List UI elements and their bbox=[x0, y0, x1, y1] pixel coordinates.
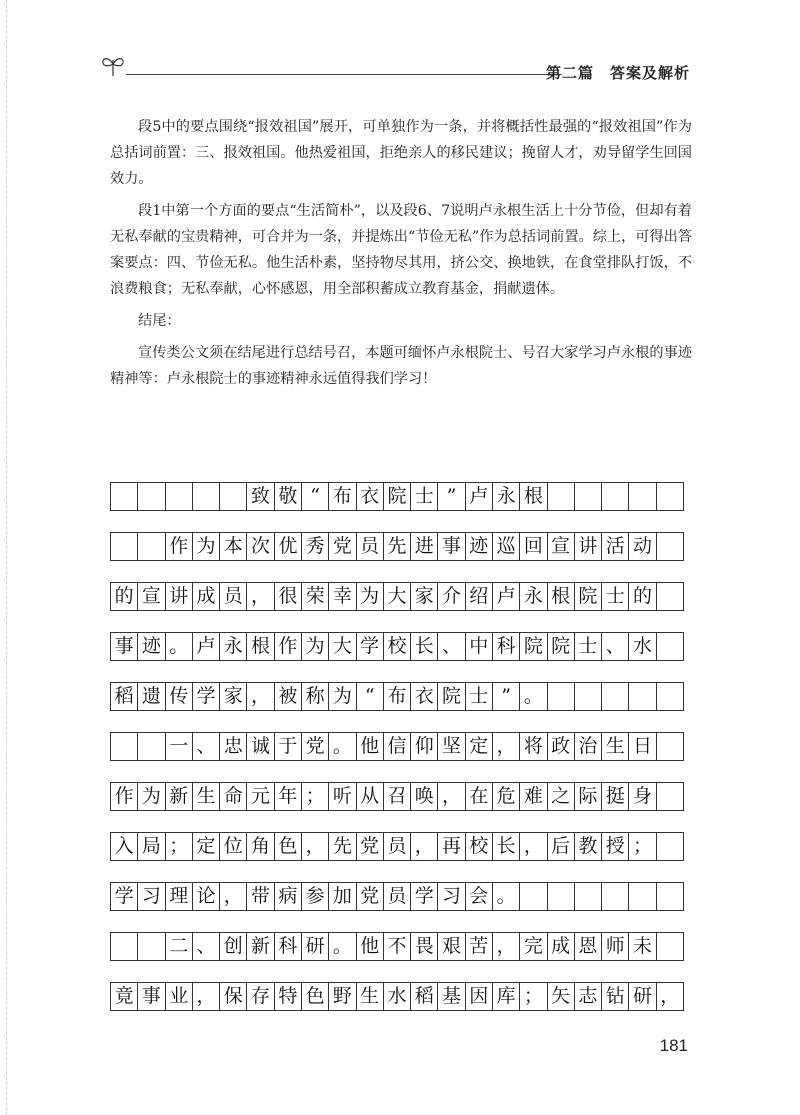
grid-cell: 党 bbox=[329, 533, 356, 560]
grid-row bbox=[110, 632, 684, 661]
grid-cell bbox=[138, 933, 165, 960]
grid-cell: 坚 bbox=[438, 733, 465, 760]
grid-cell: 钻 bbox=[602, 983, 629, 1010]
grid-cell: ， bbox=[411, 833, 438, 860]
grid-cell: 一 bbox=[166, 733, 193, 760]
grid-cell: 为 bbox=[193, 533, 220, 560]
grid-cell: 忠 bbox=[220, 733, 247, 760]
grid-cell: 士 bbox=[602, 583, 629, 610]
grid-cell bbox=[629, 683, 656, 710]
grid-cell: 院 bbox=[520, 633, 547, 660]
grid-cell bbox=[657, 683, 684, 710]
grid-cell: 元 bbox=[247, 783, 274, 810]
grid-cell: 根 bbox=[548, 583, 575, 610]
grid-cell: 加 bbox=[329, 883, 356, 910]
grid-cell: 际 bbox=[575, 783, 602, 810]
grid-cell: 教 bbox=[575, 833, 602, 860]
grid-cell: ， bbox=[520, 833, 547, 860]
grid-cell: 诚 bbox=[247, 733, 274, 760]
grid-row bbox=[110, 582, 684, 611]
grid-cell: 存 bbox=[247, 983, 274, 1010]
grid-cell: 大 bbox=[329, 633, 356, 660]
grid-cell: 年 bbox=[275, 783, 302, 810]
grid-cell: 他 bbox=[357, 933, 384, 960]
grid-cell: 位 bbox=[220, 833, 247, 860]
grid-cell: 士 bbox=[411, 483, 438, 510]
grid-cell: 布 bbox=[384, 683, 411, 710]
grid-cell: ， bbox=[193, 983, 220, 1010]
grid-cell: 动 bbox=[629, 533, 656, 560]
grid-cell bbox=[629, 483, 656, 510]
grid-cell bbox=[111, 733, 138, 760]
grid-cell: 授 bbox=[602, 833, 629, 860]
paragraph: 段5中的要点围绕“报效祖国”展开，可单独作为一条，并将概括性最强的“报效祖国”作为总括词前置：三、报效祖国。他热爱祖国，拒绝亲人的移民建议；挽留人才，劝导留学生回国效力。 bbox=[110, 119, 692, 187]
grid-cell: 局 bbox=[138, 833, 165, 860]
grid-cell: 定 bbox=[193, 833, 220, 860]
grid-cell bbox=[602, 883, 629, 910]
grid-cell: 难 bbox=[520, 783, 547, 810]
grid-cell: 作 bbox=[166, 533, 193, 560]
grid-cell: 活 bbox=[602, 533, 629, 560]
grid-cell: 永 bbox=[220, 633, 247, 660]
grid-row bbox=[110, 682, 684, 711]
grid-cell: 信 bbox=[384, 733, 411, 760]
grid-row bbox=[110, 532, 684, 561]
grid-cell: ” bbox=[438, 483, 465, 510]
grid-cell: 传 bbox=[166, 683, 193, 710]
grid-cell: 讲 bbox=[575, 533, 602, 560]
grid-cell: 校 bbox=[466, 833, 493, 860]
grid-cell: 宣 bbox=[138, 583, 165, 610]
grid-cell: 幸 bbox=[329, 583, 356, 610]
grid-cell: ， bbox=[247, 583, 274, 610]
grid-cell: 师 bbox=[602, 933, 629, 960]
grid-cell: 日 bbox=[629, 733, 656, 760]
grid-cell: 院 bbox=[384, 483, 411, 510]
grid-cell: 称 bbox=[302, 683, 329, 710]
grid-cell: 科 bbox=[493, 633, 520, 660]
grid-cell: 艰 bbox=[438, 933, 465, 960]
grid-cell bbox=[657, 933, 684, 960]
grid-cell bbox=[657, 733, 684, 760]
page-header bbox=[100, 52, 690, 86]
grid-cell: 为 bbox=[329, 683, 356, 710]
grid-cell bbox=[657, 583, 684, 610]
grid-cell bbox=[629, 883, 656, 910]
grid-cell: 员 bbox=[384, 833, 411, 860]
grid-cell: 野 bbox=[329, 983, 356, 1010]
grid-cell: 学 bbox=[193, 683, 220, 710]
grid-cell: 根 bbox=[247, 633, 274, 660]
grid-cell: 次 bbox=[247, 533, 274, 560]
grid-cell bbox=[657, 783, 684, 810]
grid-cell: 事 bbox=[438, 533, 465, 560]
grid-cell: 完 bbox=[520, 933, 547, 960]
grid-cell: 稻 bbox=[111, 683, 138, 710]
grid-cell: 唤 bbox=[411, 783, 438, 810]
section-title: 第二篇 答案及解析 bbox=[545, 64, 690, 82]
grid-cell bbox=[111, 933, 138, 960]
grid-cell: 院 bbox=[438, 683, 465, 710]
grid-cell: 听 bbox=[329, 783, 356, 810]
grid-cell bbox=[602, 483, 629, 510]
grid-cell: “ bbox=[302, 483, 329, 510]
grid-cell: 、 bbox=[193, 933, 220, 960]
grid-cell: 参 bbox=[302, 883, 329, 910]
paragraph: 段1中第一个方面的要点“生活简朴”，以及段6、7说明卢永根生活上十分节俭，但却有着无私奉献的宝贵精神，可合并为一条，并提炼出“节俭无私”作为总括词前置。综上，可得出答案要点：四、节俭无私。他生活朴素，坚持物尽其用，挤公交、换地铁，在食堂排队打饭，不浪费粮食；无私奉献，心怀感恩，用全部积蓄成立教育基金，捐献遗体。 bbox=[110, 203, 693, 297]
grid-cell bbox=[138, 483, 165, 510]
grid-cell: ， bbox=[220, 883, 247, 910]
grid-cell: 衣 bbox=[357, 483, 384, 510]
grid-cell bbox=[657, 833, 684, 860]
grid-cell: 家 bbox=[411, 583, 438, 610]
grid-cell: 作 bbox=[275, 633, 302, 660]
grid-cell: 党 bbox=[302, 733, 329, 760]
grid-cell: 生 bbox=[357, 983, 384, 1010]
grid-cell: ， bbox=[302, 833, 329, 860]
grid-cell: 库 bbox=[493, 983, 520, 1010]
grid-cell: 成 bbox=[193, 583, 220, 610]
grid-cell: 稻 bbox=[411, 983, 438, 1010]
grid-cell bbox=[220, 483, 247, 510]
grid-cell: 党 bbox=[357, 833, 384, 860]
essay-grid bbox=[110, 482, 684, 1011]
grid-cell: ； bbox=[302, 783, 329, 810]
grid-cell: 荣 bbox=[302, 583, 329, 610]
grid-cell: 再 bbox=[438, 833, 465, 860]
grid-cell: 习 bbox=[138, 883, 165, 910]
grid-cell: 被 bbox=[275, 683, 302, 710]
grid-cell: 竟 bbox=[111, 983, 138, 1010]
grid-cell bbox=[657, 533, 684, 560]
grid-cell: 水 bbox=[384, 983, 411, 1010]
grid-cell: 院 bbox=[548, 633, 575, 660]
grid-cell: 不 bbox=[384, 933, 411, 960]
grid-cell: 敬 bbox=[275, 483, 302, 510]
grid-cell: 院 bbox=[575, 583, 602, 610]
grid-cell: 致 bbox=[247, 483, 274, 510]
grid-cell: 入 bbox=[111, 833, 138, 860]
grid-cell: 理 bbox=[166, 883, 193, 910]
grid-cell: 永 bbox=[493, 483, 520, 510]
grid-cell: ； bbox=[166, 833, 193, 860]
grid-cell bbox=[193, 483, 220, 510]
grid-cell: 生 bbox=[193, 783, 220, 810]
grid-cell: 迹 bbox=[138, 633, 165, 660]
grid-cell: 秀 bbox=[302, 533, 329, 560]
grid-cell bbox=[548, 483, 575, 510]
grid-cell: 卢 bbox=[493, 583, 520, 610]
paragraph: 宣传类公文须在结尾进行总结号召，本题可缅怀卢永根院士、号召大家学习卢永根的事迹精神等：卢永根院士的事迹精神永远值得我们学习！ bbox=[110, 345, 692, 387]
grid-cell: 水 bbox=[629, 633, 656, 660]
grid-cell: ” bbox=[493, 683, 520, 710]
grid-cell: 因 bbox=[466, 983, 493, 1010]
grid-cell bbox=[602, 683, 629, 710]
grid-cell: 业 bbox=[166, 983, 193, 1010]
grid-cell: 生 bbox=[602, 733, 629, 760]
grid-cell: 色 bbox=[275, 833, 302, 860]
grid-cell: 、 bbox=[602, 633, 629, 660]
grid-cell: 遗 bbox=[138, 683, 165, 710]
grid-cell: 事 bbox=[138, 983, 165, 1010]
grid-cell: 定 bbox=[466, 733, 493, 760]
grid-cell: 带 bbox=[247, 883, 274, 910]
grid-cell: 创 bbox=[220, 933, 247, 960]
grid-cell: 长 bbox=[493, 833, 520, 860]
grid-cell: 士 bbox=[575, 633, 602, 660]
grid-cell: 之 bbox=[548, 783, 575, 810]
grid-cell: “ bbox=[357, 683, 384, 710]
grid-cell: 、 bbox=[438, 633, 465, 660]
grid-cell: 、 bbox=[193, 733, 220, 760]
grid-cell: 论 bbox=[193, 883, 220, 910]
page-number: 181 bbox=[659, 1036, 688, 1055]
grid-cell: 研 bbox=[302, 933, 329, 960]
grid-cell: 。 bbox=[329, 933, 356, 960]
grid-cell: 为 bbox=[302, 633, 329, 660]
grid-cell: 巡 bbox=[493, 533, 520, 560]
grid-cell: 先 bbox=[384, 533, 411, 560]
grid-cell bbox=[138, 733, 165, 760]
grid-cell: ， bbox=[247, 683, 274, 710]
paragraph: 结尾： bbox=[138, 313, 181, 329]
grid-cell: 绍 bbox=[466, 583, 493, 610]
grid-cell: 身 bbox=[629, 783, 656, 810]
grid-cell: 新 bbox=[166, 783, 193, 810]
grid-row bbox=[110, 482, 684, 511]
grid-cell: 员 bbox=[357, 533, 384, 560]
answer-explanation bbox=[110, 114, 692, 398]
grid-cell: 。 bbox=[520, 683, 547, 710]
grid-cell: 长 bbox=[411, 633, 438, 660]
grid-cell: 大 bbox=[384, 583, 411, 610]
grid-cell: 习 bbox=[438, 883, 465, 910]
grid-cell: 家 bbox=[220, 683, 247, 710]
grid-cell: 角 bbox=[247, 833, 274, 860]
grid-cell bbox=[575, 683, 602, 710]
grid-cell: 将 bbox=[520, 733, 547, 760]
grid-row bbox=[110, 882, 684, 911]
grid-cell bbox=[520, 883, 547, 910]
grid-cell: 事 bbox=[111, 633, 138, 660]
grid-cell: 矢 bbox=[548, 983, 575, 1010]
grid-cell: 仰 bbox=[411, 733, 438, 760]
grid-cell bbox=[166, 483, 193, 510]
header-rule bbox=[126, 74, 562, 75]
grid-row bbox=[110, 832, 684, 861]
grid-cell: 病 bbox=[275, 883, 302, 910]
grid-cell: 中 bbox=[466, 633, 493, 660]
grid-cell: 二 bbox=[166, 933, 193, 960]
grid-cell: 新 bbox=[247, 933, 274, 960]
grid-cell: 学 bbox=[357, 633, 384, 660]
grid-cell: 成 bbox=[548, 933, 575, 960]
grid-cell: 召 bbox=[384, 783, 411, 810]
grid-cell: 讲 bbox=[166, 583, 193, 610]
grid-cell: 优 bbox=[275, 533, 302, 560]
grid-cell: 作 bbox=[111, 783, 138, 810]
grid-cell: 的 bbox=[629, 583, 656, 610]
grid-cell: ； bbox=[520, 983, 547, 1010]
leaf-icon bbox=[100, 54, 128, 78]
grid-cell: 。 bbox=[493, 883, 520, 910]
grid-cell: 回 bbox=[520, 533, 547, 560]
grid-cell: 研 bbox=[629, 983, 656, 1010]
grid-cell bbox=[548, 883, 575, 910]
grid-cell: 员 bbox=[384, 883, 411, 910]
grid-cell: 宣 bbox=[548, 533, 575, 560]
grid-cell bbox=[111, 483, 138, 510]
grid-cell: 。 bbox=[329, 733, 356, 760]
grid-cell: 士 bbox=[466, 683, 493, 710]
grid-cell bbox=[657, 633, 684, 660]
grid-cell: 员 bbox=[220, 583, 247, 610]
grid-cell: 卢 bbox=[466, 483, 493, 510]
grid-cell: 会 bbox=[466, 883, 493, 910]
grid-cell: 于 bbox=[275, 733, 302, 760]
grid-cell: 校 bbox=[384, 633, 411, 660]
grid-cell bbox=[138, 533, 165, 560]
grid-cell: 挺 bbox=[602, 783, 629, 810]
grid-row bbox=[110, 982, 684, 1011]
grid-cell: 危 bbox=[493, 783, 520, 810]
grid-cell: 治 bbox=[575, 733, 602, 760]
grid-cell: 介 bbox=[438, 583, 465, 610]
grid-cell: 苦 bbox=[466, 933, 493, 960]
grid-cell: 先 bbox=[329, 833, 356, 860]
grid-cell bbox=[111, 533, 138, 560]
grid-cell bbox=[548, 683, 575, 710]
grid-cell: 本 bbox=[220, 533, 247, 560]
grid-cell: 迹 bbox=[466, 533, 493, 560]
grid-cell: 。 bbox=[166, 633, 193, 660]
grid-cell: 志 bbox=[575, 983, 602, 1010]
grid-cell: 永 bbox=[520, 583, 547, 610]
grid-row bbox=[110, 932, 684, 961]
grid-cell bbox=[575, 883, 602, 910]
grid-cell: 恩 bbox=[575, 933, 602, 960]
grid-cell: ； bbox=[629, 833, 656, 860]
grid-cell: 色 bbox=[302, 983, 329, 1010]
grid-cell: 政 bbox=[548, 733, 575, 760]
grid-cell: ， bbox=[493, 933, 520, 960]
grid-cell: 特 bbox=[275, 983, 302, 1010]
grid-cell: 科 bbox=[275, 933, 302, 960]
grid-cell: 学 bbox=[411, 883, 438, 910]
grid-cell: 保 bbox=[220, 983, 247, 1010]
grid-cell: 畏 bbox=[411, 933, 438, 960]
grid-cell: 的 bbox=[111, 583, 138, 610]
grid-cell bbox=[657, 883, 684, 910]
grid-cell: ， bbox=[438, 783, 465, 810]
grid-cell: 进 bbox=[411, 533, 438, 560]
grid-cell: 卢 bbox=[193, 633, 220, 660]
grid-row bbox=[110, 732, 684, 761]
grid-cell: 未 bbox=[629, 933, 656, 960]
grid-cell: ， bbox=[657, 983, 684, 1010]
grid-cell: 他 bbox=[357, 733, 384, 760]
binding-margin-line bbox=[6, 0, 7, 1115]
grid-cell: 为 bbox=[357, 583, 384, 610]
grid-cell: 学 bbox=[111, 883, 138, 910]
grid-row bbox=[110, 782, 684, 811]
grid-cell: 在 bbox=[466, 783, 493, 810]
grid-cell: 很 bbox=[275, 583, 302, 610]
grid-cell: 从 bbox=[357, 783, 384, 810]
grid-cell: 命 bbox=[220, 783, 247, 810]
grid-cell: 党 bbox=[357, 883, 384, 910]
grid-cell bbox=[657, 483, 684, 510]
grid-cell bbox=[575, 483, 602, 510]
grid-cell: 基 bbox=[438, 983, 465, 1010]
grid-cell: 衣 bbox=[411, 683, 438, 710]
grid-cell: 后 bbox=[548, 833, 575, 860]
grid-cell: 为 bbox=[138, 783, 165, 810]
grid-cell: ， bbox=[493, 733, 520, 760]
grid-cell: 布 bbox=[329, 483, 356, 510]
grid-cell: 根 bbox=[520, 483, 547, 510]
